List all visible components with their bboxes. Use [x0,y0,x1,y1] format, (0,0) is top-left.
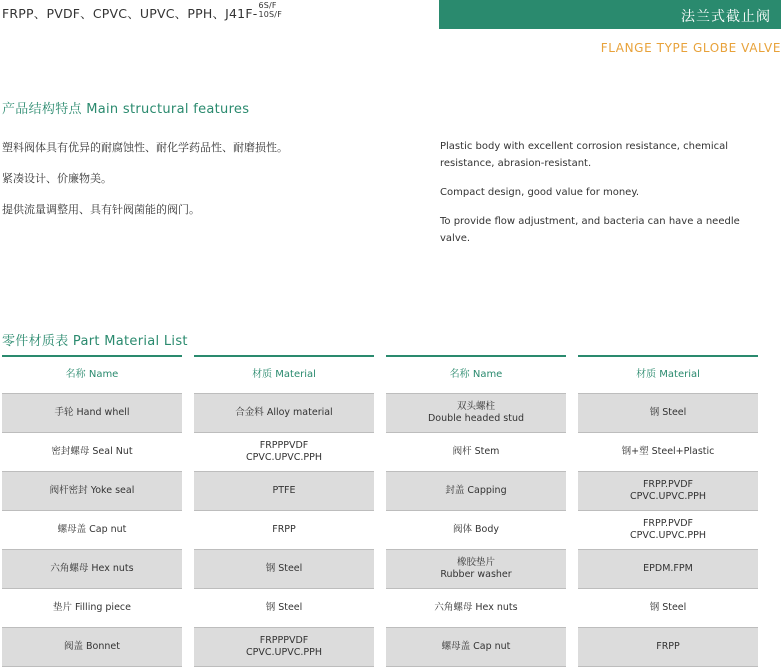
cell-text: FRPP [272,524,296,535]
model-suffix [258,1,282,19]
cell-text: 六角螺母 Hex nuts [50,563,134,574]
part-material-cell [194,472,374,511]
table-row [2,433,758,472]
feature-cn-3: 提供流量调整用、具有针阀菌能的阀门。 [2,203,200,216]
part-name-cell [386,589,566,628]
features-en [440,138,740,259]
cell-text: 阀杆 Stem [452,446,500,457]
title-cn: 法兰式截止阀 [681,9,771,25]
suffix-bottom: 10S/F [258,10,282,19]
cell-text: Double headed stud [427,413,525,424]
part-name-cell [386,394,566,433]
part-material-cell [578,433,758,472]
title-en: FLANGE TYPE GLOBE VALVE [600,41,781,55]
cell-text: 钢 Steel [649,407,687,418]
feature-cn-1: 塑料阀体具有优异的耐腐蚀性、耐化学药品性、耐磨损性。 [2,141,288,154]
parts-table-body [2,394,758,667]
table-row [2,628,758,667]
cell-text: 钢+塑 Steel+Plastic [621,446,715,457]
part-name-cell [386,472,566,511]
cell-text: FRPP [656,641,680,652]
table-row [2,394,758,433]
part-material-cell [194,589,374,628]
part-material-cell [194,628,374,667]
cell-text: Rubber washer [440,569,512,580]
part-name-cell [2,394,182,433]
cell-text: 橡胶垫片 [456,557,495,568]
table-row [2,550,758,589]
part-material-cell [194,550,374,589]
cell-text: FRPP.PVDF [642,479,694,490]
cell-text: CPVC.UPVC.PPH [630,530,706,541]
column-header: 名称 Name [2,355,182,394]
part-name-cell [386,550,566,589]
table-row [2,511,758,550]
part-material-cell [578,472,758,511]
column-header: 材质 Material [194,355,374,394]
part-name-cell [2,511,182,550]
column-header: 名称 Name [386,355,566,394]
features-heading: 产品结构特点 Main structural features [2,102,250,117]
part-name-cell [386,628,566,667]
part-name-cell [2,472,182,511]
part-name-cell [386,433,566,472]
cell-text: 钢 Steel [649,602,687,613]
cell-text: EPDM.FPM [643,563,693,574]
part-material-cell [194,511,374,550]
parts-heading: 零件材质表 Part Material List [2,334,188,349]
cell-text: 六角螺母 Hex nuts [434,602,518,613]
cell-text: CPVC.UPVC.PPH [246,647,322,658]
cell-text: FRPPPVDF [259,635,309,646]
column-header: 材质 Material [578,355,758,394]
cell-text: 阀盖 Bonnet [64,641,120,652]
part-name-cell [386,511,566,550]
table-row [2,589,758,628]
suffix-top: 6S/F [258,1,277,10]
cell-text: 钢 Steel [265,602,303,613]
parts-header-row [2,355,758,394]
parts-table [0,355,770,667]
cell-text: FRPP.PVDF [642,518,694,529]
features-cn [2,138,302,231]
part-material-cell [194,394,374,433]
cell-text: 合金料 Alloy material [235,407,333,418]
model-list [2,1,282,22]
cell-text: PTFE [272,485,296,496]
table-row [2,472,758,511]
cell-text: CPVC.UPVC.PPH [630,491,706,502]
title-banner [439,0,781,29]
part-material-cell [578,511,758,550]
part-name-cell [2,433,182,472]
cell-text: 阀体 Body [452,524,499,535]
feature-en-2: Compact design, good value for money. [440,187,639,198]
part-material-cell [578,628,758,667]
cell-text: CPVC.UPVC.PPH [246,452,322,463]
feature-en-3: To provide flow adjustment, and bacteria can have a needle valve. [440,216,740,244]
cell-text: 密封螺母 Seal Nut [51,446,133,457]
cell-text: 双头螺柱 [456,401,495,412]
part-material-cell [578,589,758,628]
part-material-cell [194,433,374,472]
cell-text: 螺母盖 Cap nut [441,641,511,652]
part-material-cell [578,394,758,433]
part-name-cell [2,550,182,589]
cell-text: 螺母盖 Cap nut [57,524,127,535]
cell-text: 阀杆密封 Yoke seal [49,485,135,496]
cell-text: 垫片 Filling piece [52,602,131,613]
cell-text: FRPPPVDF [259,440,309,451]
cell-text: 手轮 Hand whell [54,407,130,418]
cell-text: 钢 Steel [265,563,303,574]
cell-text: 封盖 Capping [445,485,507,496]
part-material-cell [578,550,758,589]
model-codes: FRPP、PVDF、CPVC、UPVC、PPH、J41F- [2,6,258,21]
part-name-cell [2,628,182,667]
feature-cn-2: 紧凑设计、价廉物美。 [2,172,112,185]
feature-en-1: Plastic body with excellent corrosion resistance, chemical resistance, abrasion-resistant. [440,141,729,169]
part-name-cell [2,589,182,628]
